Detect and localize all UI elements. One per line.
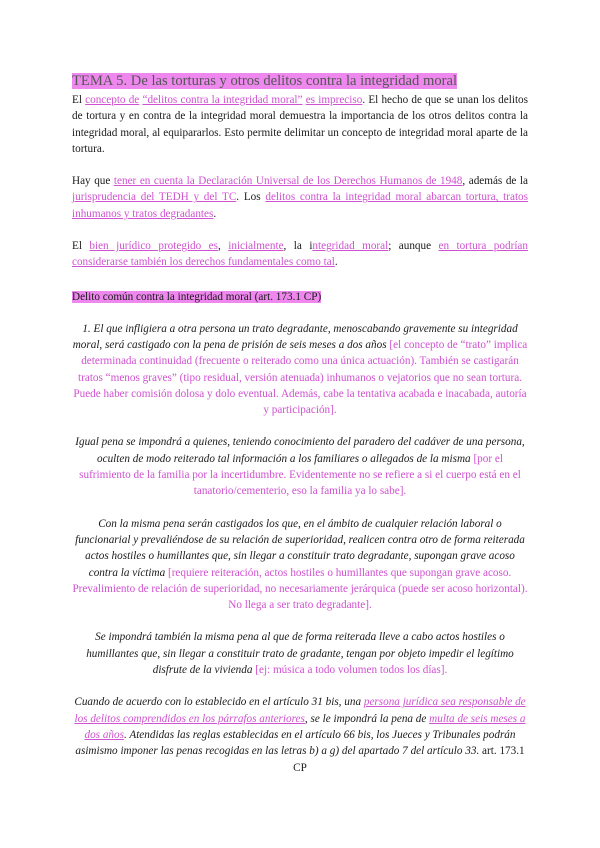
statute-text: Se impondrá también la misma pena al que de forma reiterada lleve a cabo actos hostiles o humillantes que, sin llegar a constituir trato de gradante, tengan por objeto impedir el legítimo disfrute de la vivienda	[86, 631, 514, 677]
text: El	[72, 240, 90, 253]
document-title: TEMA 5. De las torturas y otros delitos contra la integridad moral	[72, 73, 458, 89]
quote-workplace-harassment	[72, 516, 528, 614]
highlight-text: concepto de	[85, 94, 140, 106]
highlight-text: persona jurídica sea responsable de los delitos comprendidos en los párrafos anteriores	[74, 696, 526, 725]
paragraph-sources	[72, 173, 528, 222]
statute-text: . Atendidas las reglas establecidas en el artículo 66 bis, los Jueces y Tribunales podrán asimismo imponer las penas recogidas en las letras b) a g) del apartado 7 del artículo 33.	[75, 728, 516, 758]
text: .	[213, 207, 217, 220]
statute-text: Cuando de acuerdo con lo establecido en el artículo 31 bis, una	[74, 696, 364, 709]
statute-text: Igual pena se impondrá a quienes, teniendo conocimiento del paradero del cadáver de una persona, oculten de modo reiterado tal información a los familiares o allegados de la misma	[75, 436, 525, 465]
paragraph-legal-good	[72, 238, 528, 271]
quote-legal-person	[72, 694, 528, 775]
highlight-text: en tortura podrían considerarse también los derechos fundamentales como tal	[72, 240, 528, 269]
statute-text: , se le impondrá la pena de	[304, 712, 430, 725]
highlight-text: es impreciso	[305, 94, 363, 106]
section-heading: Delito común contra la integridad moral (art. 173.1 CP)	[72, 290, 322, 303]
annotation-note: [requiere reiteración, actos hostiles o humillantes que supongan grave acoso. Prevalimiento de relación de superioridad, no necesariamente jerárquica (puede ser acoso horizontal). No llega a ser trato degradante].	[72, 566, 528, 612]
article-reference: art. 173.1 CP	[293, 745, 525, 774]
text: ; aunque	[388, 240, 439, 253]
highlight-text: multa de seis meses a dos años	[84, 712, 526, 741]
highlight-text: delitos contra la integridad moral abarcan tortura, tratos inhumanos y tratos degradantes	[72, 191, 529, 220]
text: El	[72, 94, 86, 106]
highlight-text: jurisprudencia del TEDH y del TC	[72, 191, 237, 204]
highlight-text: ntegridad moral	[312, 240, 389, 253]
annotation-note: [ej: música a todo volumen todos los días].	[252, 664, 448, 677]
statute-text: 1. El que infligiera a otra persona un trato degradante, menoscabando gravemente su integridad moral, será castigado con la pena de prisión de seis meses a dos años	[72, 322, 518, 351]
text: . Los	[236, 191, 266, 204]
quote-corpse-concealment	[72, 434, 528, 499]
highlight-text: “delitos contra la integridad moral”	[142, 94, 303, 106]
paragraph-concept	[72, 92, 528, 157]
highlight-text: bien jurídico protegido es	[89, 240, 218, 253]
quote-art-173-1	[72, 321, 528, 419]
text: , la i	[283, 240, 313, 253]
text: Hay que	[72, 175, 114, 188]
text: . El hecho de que se unan los delitos de tortura y en contra de la integridad moral demuestra la importancia de los otros delitos contra la integridad moral, al equipararlos. Esto permite delimitar un concepto de integridad moral aparte de la tortura.	[72, 94, 529, 155]
annotation-note: [por el sufrimiento de la familia por la incertidumbre. Evidentemente no se refiere a si el cuerpo está en el tanatorio/cementerio, eso la familia ya lo sabe].	[79, 452, 521, 498]
highlight-text: inicialmente	[228, 240, 284, 253]
document-page	[72, 72, 528, 776]
annotation-note: [el concepto de “trato” implica determinada continuidad (frecuente o reiterado como una única actuación). También se castigarán tratos “menos graves” (tipo residual, versión atenuada) inhumanos o vejatorios que no sean tortura. Puede haber comisión dolosa y dolo eventual. Además, cabe la tentativa acabada e inacabada, autoría y participación].	[73, 338, 528, 417]
text: , además de la	[462, 175, 529, 188]
text: ,	[218, 240, 229, 253]
text: .	[334, 256, 338, 269]
statute-text: Con la misma pena serán castigados los que, en el ámbito de cualquier relación laboral o funcionarial y prevaliéndose de su relación de superioridad, realicen contra otro de forma reiterada actos hostiles o humillantes que, sin llegar a constituir trato degradante, supongan grave acoso contra la víctima	[75, 517, 525, 579]
quote-housing-harassment	[72, 629, 528, 678]
highlight-text: tener en cuenta la Declaración Universal de los Derechos Humanos de 1948	[113, 175, 463, 188]
